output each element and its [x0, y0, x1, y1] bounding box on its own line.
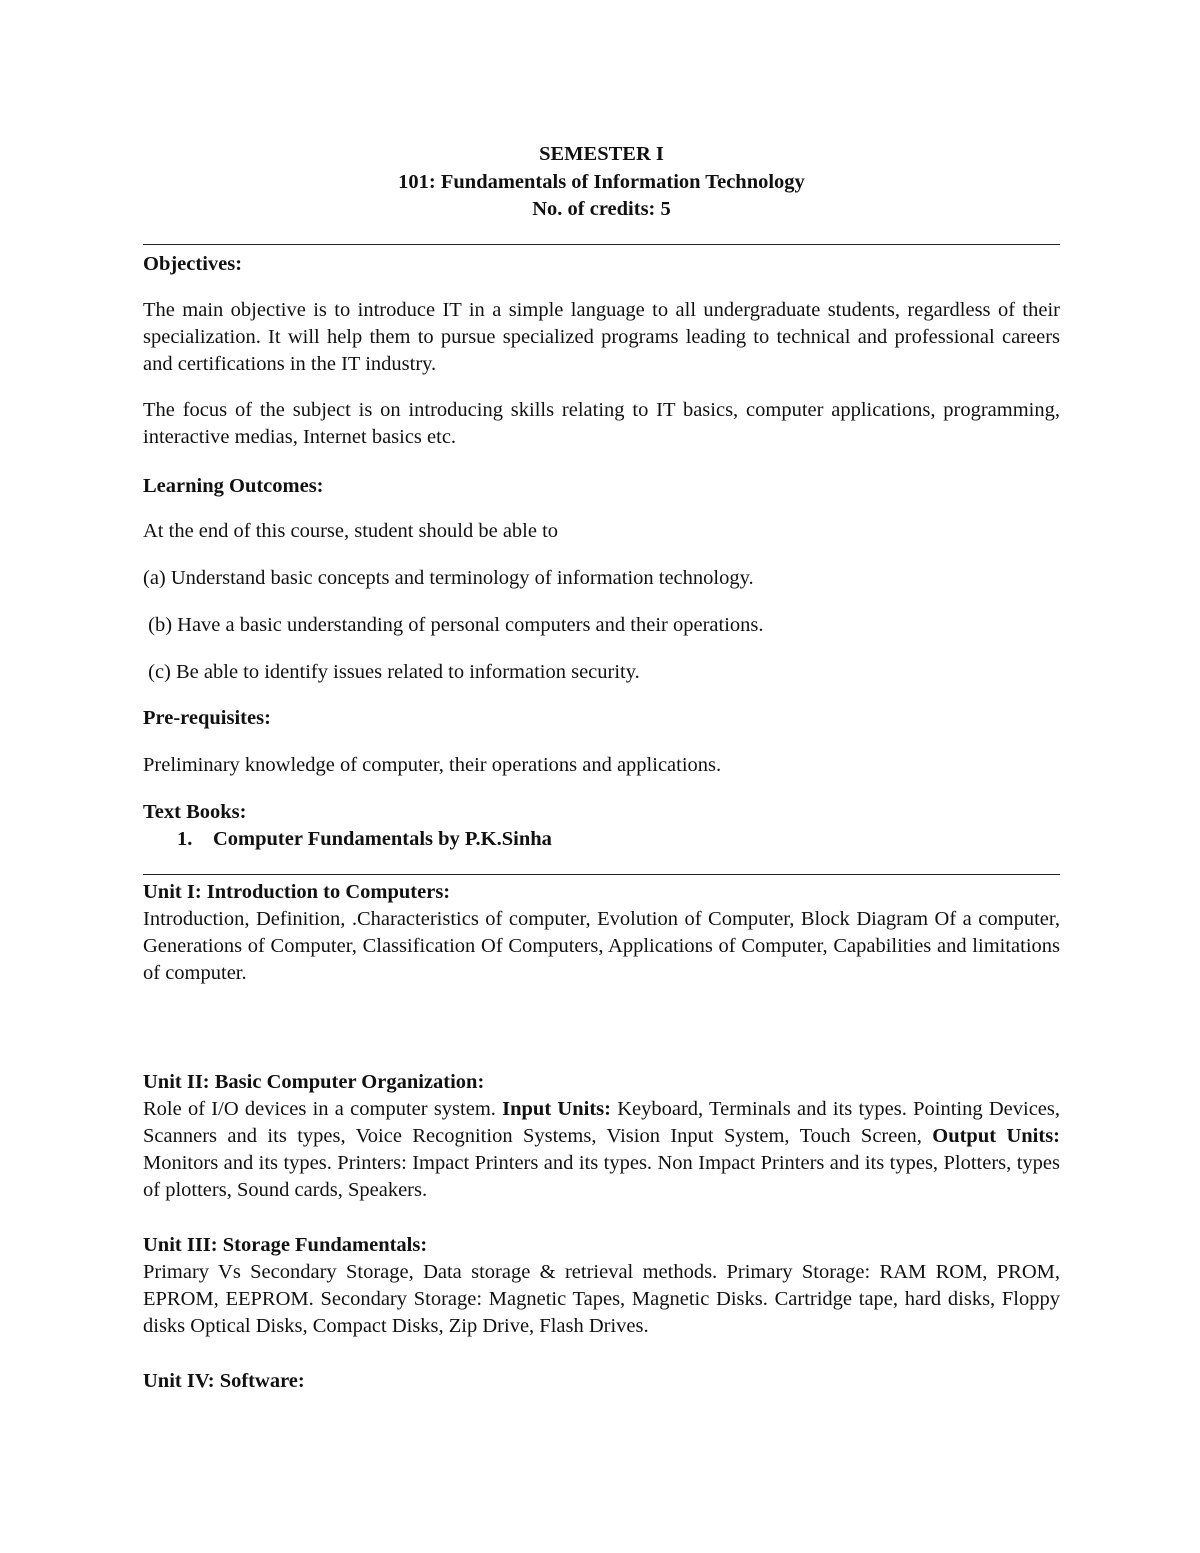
unit4-heading: Unit IV: Software: [143, 1370, 305, 1392]
objectives-heading: Objectives: [143, 253, 243, 275]
semester-title: SEMESTER I [539, 143, 664, 165]
unit3-text: Primary Vs Secondary Storage, Data storage & retrieval methods. Primary Storage: RAM ROM, PROM, EPROM, EEPROM. Secondary Storage: Magnetic Tapes, Magnetic Disks. Cartridge tape, hard disks, Floppy disks Optical Disks, Compact Disks, Zip Drive, Flash Drives. [143, 1261, 1060, 1337]
prerequisites-heading: Pre-requisites: [143, 707, 271, 729]
unit2-output-units-label: Output Units: [932, 1125, 1060, 1147]
prerequisites-text: Preliminary knowledge of computer, their operations and applications. [143, 754, 722, 776]
unit2-text [143, 1096, 1060, 1204]
course-title: 101: Fundamentals of Information Technology [398, 171, 805, 193]
unit1-text: Introduction, Definition, .Characteristics of computer, Evolution of Computer, Block Diagram Of a computer, Generations of Computer, Classification Of Computers, Applications of Computer, Capabilities and limitations of computer. [143, 908, 1060, 984]
unit2-heading: Unit II: Basic Computer Organization: [143, 1071, 485, 1093]
objectives-paragraph-1: The main objective is to introduce IT in a simple language to all undergraduate students, regardless of their specialization. It will help them to pursue specialized programs leading to technical and professional careers and certifications in the IT industry. [143, 299, 1060, 375]
unit3-heading: Unit III: Storage Fundamentals: [143, 1234, 428, 1256]
unit2-text-a: Role of I/O devices in a computer system. [143, 1098, 503, 1120]
unit1-heading: Unit I: Introduction to Computers: [143, 881, 451, 903]
text-book-item [143, 826, 1094, 853]
outcome-item: (c) Be able to identify issues related to information security. [143, 661, 640, 683]
outcome-item: (a) Understand basic concepts and terminology of information technology. [143, 567, 754, 589]
credits-line: No. of credits: 5 [532, 198, 671, 220]
unit2-text-b: Keyboard, Terminals and its types. Pointing Devices, Scanners and its types, Voice Recognition Systems, Vision Input System, Touch Screen, [143, 1098, 1060, 1147]
document-page [143, 0, 1060, 1553]
learning-outcomes-heading: Learning Outcomes: [143, 475, 324, 497]
text-books-heading: Text Books: [143, 801, 247, 823]
text-book-title: Computer Fundamentals by P.K.Sinha [213, 828, 552, 850]
unit2-text-c: Monitors and its types. Printers: Impact Printers and its types. Non Impact Printers and its types, Plotters, types of plotters, Sound cards, Speakers. [143, 1152, 1060, 1201]
learning-outcomes-intro: At the end of this course, student should be able to [143, 520, 559, 542]
divider-middle [143, 874, 1060, 875]
divider-top [143, 244, 1060, 245]
unit2-input-units-label: Input Units: [502, 1098, 611, 1120]
objectives-paragraph-2: The focus of the subject is on introducing skills relating to IT basics, computer applications, programming, interactive medias, Internet basics etc. [143, 399, 1060, 448]
outcome-item: (b) Have a basic understanding of personal computers and their operations. [143, 614, 764, 636]
text-book-number: 1. [177, 828, 193, 850]
